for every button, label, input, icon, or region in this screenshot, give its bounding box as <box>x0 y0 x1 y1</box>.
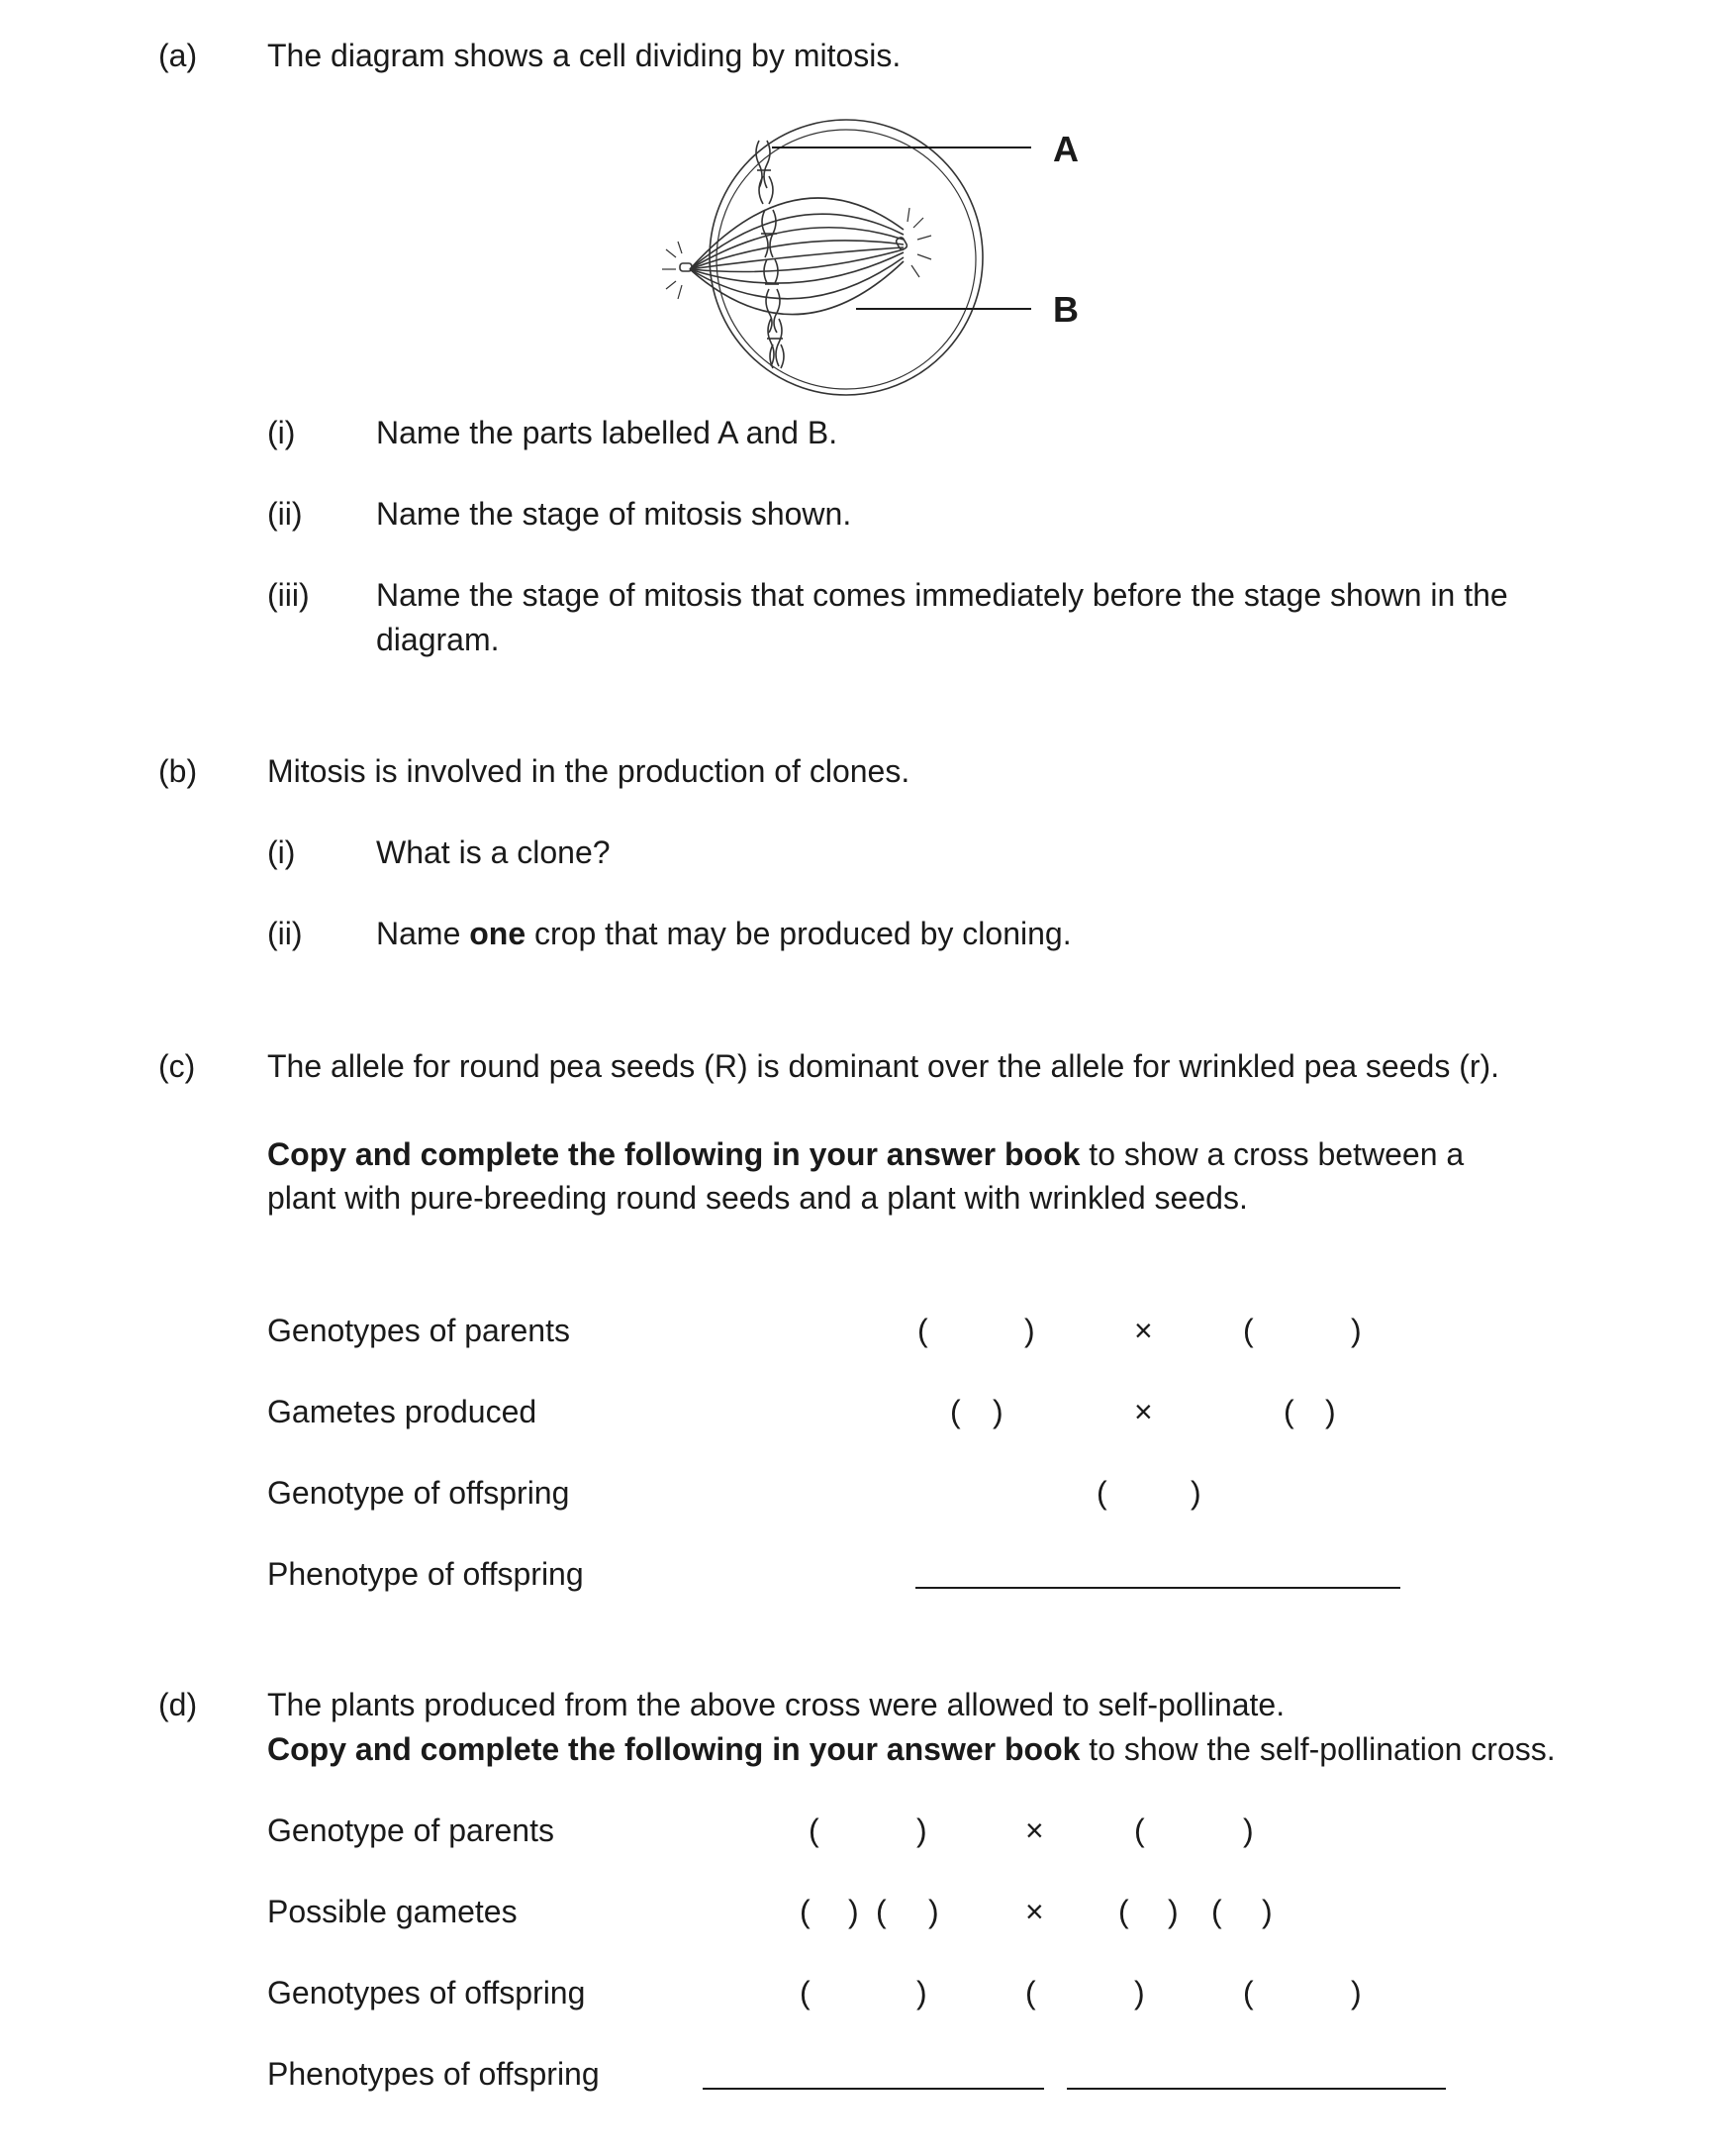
question-d-label: (d) <box>158 1687 198 1722</box>
d-gametes-times: × <box>1025 1894 1044 1929</box>
question-c-intro: The allele for round pea seeds (R) is dominant over the allele for wrinkled pea seeds (r). <box>267 1048 1500 1084</box>
d-offspring3-close: ) <box>1351 1975 1362 2010</box>
c-genotypes-parents-label: Genotypes of parents <box>267 1313 570 1348</box>
cell-inner-outline <box>717 130 976 389</box>
part-a-iii-text-line1: Name the stage of mitosis that comes immediately before the stage shown in the <box>376 577 1508 613</box>
part-a-ii-text: Name the stage of mitosis shown. <box>376 496 852 532</box>
question-d-instruction: Copy and complete the following in your answer book to show the self-pollination cross. <box>267 1731 1556 1767</box>
c-parents-times: × <box>1134 1313 1153 1348</box>
d-phenotype-answer-line-1 <box>703 2088 1044 2090</box>
question-c-label: (c) <box>158 1048 196 1084</box>
d-gamete3-open: ( <box>1118 1894 1129 1929</box>
part-b-ii-text: Name one crop that may be produced by cloning. <box>376 916 1072 951</box>
d-offspring1-open: ( <box>800 1975 811 2010</box>
c-phenotype-answer-line <box>915 1587 1400 1589</box>
diagram-label-a: A <box>1053 129 1079 169</box>
mitosis-cell-figure <box>648 111 1064 408</box>
question-b-intro: Mitosis is involved in the production of clones. <box>267 753 910 789</box>
d-offspring2-open: ( <box>1025 1975 1036 2010</box>
d-offspring1-close: ) <box>916 1975 927 2010</box>
part-a-ii-number: (ii) <box>267 496 303 532</box>
c-gamete2-close: ) <box>1325 1394 1336 1429</box>
d-parent1-open: ( <box>809 1813 819 1848</box>
part-b-i-text: What is a clone? <box>376 834 611 870</box>
question-c-instruction: Copy and complete the following in your answer book to show a cross between a <box>267 1136 1465 1172</box>
d-gamete4-open: ( <box>1211 1894 1222 1929</box>
c-gamete1-open: ( <box>950 1394 961 1429</box>
c-gametes-label: Gametes produced <box>267 1394 537 1429</box>
d-phenotypes-offspring-label: Phenotypes of offspring <box>267 2056 600 2092</box>
part-b-i-number: (i) <box>267 834 296 870</box>
part-a-i-number: (i) <box>267 415 296 450</box>
c-phenotype-offspring-label: Phenotype of offspring <box>267 1556 584 1592</box>
d-gamete4-close: ) <box>1262 1894 1273 1929</box>
d-offspring3-open: ( <box>1243 1975 1254 2010</box>
chromosomes-equator <box>756 141 784 368</box>
d-gamete2-close: ) <box>928 1894 939 1929</box>
question-b-label: (b) <box>158 753 198 789</box>
d-offspring2-close: ) <box>1134 1975 1145 2010</box>
c-genotype-offspring-label: Genotype of offspring <box>267 1475 570 1511</box>
question-a-label: (a) <box>158 38 198 73</box>
part-a-iii-text-line2: diagram. <box>376 622 500 657</box>
part-a-iii-number: (iii) <box>267 577 310 613</box>
c-offspring-close: ) <box>1191 1475 1201 1511</box>
c-parent2-close: ) <box>1351 1313 1362 1348</box>
c-parent1-open: ( <box>917 1313 928 1348</box>
d-gametes-label: Possible gametes <box>267 1894 518 1929</box>
label-line-a <box>772 147 1031 148</box>
question-c-instruction-line2: plant with pure-breeding round seeds and a plant with wrinkled seeds. <box>267 1180 1248 1216</box>
part-a-i-text: Name the parts labelled A and B. <box>376 415 838 450</box>
cell-membrane <box>710 120 983 395</box>
c-parent2-open: ( <box>1243 1313 1254 1348</box>
question-d-intro: The plants produced from the above cross were allowed to self-pollinate. <box>267 1687 1286 1722</box>
diagram-label-b: B <box>1053 289 1079 330</box>
d-parent2-open: ( <box>1134 1813 1145 1848</box>
d-parent2-close: ) <box>1243 1813 1254 1848</box>
c-gamete2-open: ( <box>1284 1394 1294 1429</box>
d-gamete3-close: ) <box>1168 1894 1179 1929</box>
d-gamete1-open: ( <box>800 1894 811 1929</box>
c-offspring-open: ( <box>1097 1475 1107 1511</box>
c-gamete1-close: ) <box>993 1394 1003 1429</box>
part-b-ii-number: (ii) <box>267 916 303 951</box>
question-a-intro: The diagram shows a cell dividing by mitosis. <box>267 38 902 73</box>
c-gametes-times: × <box>1134 1394 1153 1429</box>
d-gamete2-open: ( <box>876 1894 887 1929</box>
d-genotypes-offspring-label: Genotypes of offspring <box>267 1975 586 2010</box>
c-parent1-close: ) <box>1024 1313 1035 1348</box>
d-parent1-close: ) <box>916 1813 927 1848</box>
d-phenotype-answer-line-2 <box>1067 2088 1446 2090</box>
label-line-b <box>856 308 1031 310</box>
d-gamete1-close: ) <box>848 1894 859 1929</box>
d-genotype-parents-label: Genotype of parents <box>267 1813 554 1848</box>
d-parents-times: × <box>1025 1813 1044 1848</box>
